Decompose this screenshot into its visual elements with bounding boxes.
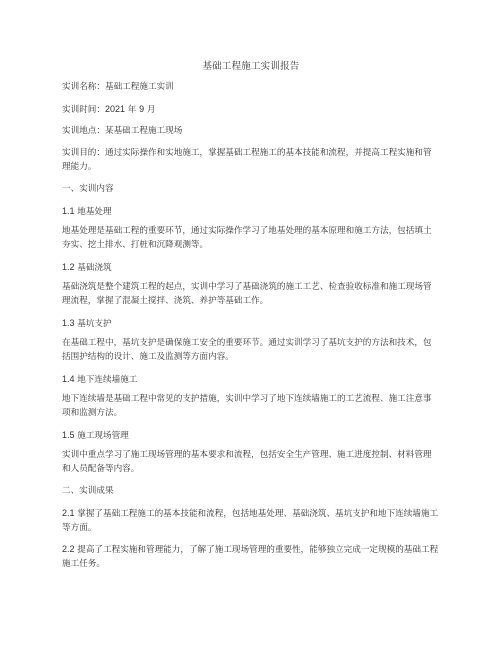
item-1-2-number: 1.2 bbox=[62, 262, 75, 272]
training-purpose: 实训目的：通过实际操作和实地施工，掌握基础工程施工的基本技能和流程，并提高工程实施和管理能力。 bbox=[62, 148, 432, 172]
item-1-5-number: 1.5 bbox=[62, 430, 75, 440]
item-1-1-number: 1.1 bbox=[62, 206, 75, 216]
item-1-1-heading bbox=[62, 204, 440, 219]
section2-heading: 二、实训成果 bbox=[62, 486, 114, 496]
outcome-2-2-number: 2.2 bbox=[62, 544, 75, 554]
item-1-4-body: 地下连续墙是基础工程中常见的支护措施，实训中学习了地下连续墙施工的工艺流程、施工注意事项和监测方法。 bbox=[62, 394, 432, 418]
outcome-2-1-number: 2.1 bbox=[62, 508, 75, 518]
training-time-line bbox=[62, 102, 440, 117]
training-year: 2021 bbox=[104, 104, 126, 114]
training-location-label: 实训地点： bbox=[62, 126, 105, 136]
document-title: 基础工程施工实训报告 bbox=[202, 61, 300, 72]
item-1-4-heading bbox=[62, 372, 440, 387]
section1-heading: 一、实训内容 bbox=[62, 184, 114, 194]
training-name-value: 基础工程施工实训 bbox=[104, 82, 174, 92]
outcome-2-1 bbox=[62, 506, 440, 535]
item-1-3-title: 基坑支护 bbox=[74, 319, 112, 329]
training-month: 9 bbox=[139, 104, 145, 114]
item-1-2-heading bbox=[62, 260, 440, 275]
training-name-label: 实训名称： bbox=[62, 82, 105, 92]
item-1-4-title: 地下连续墙施工 bbox=[74, 375, 138, 385]
item-1-3-number: 1.3 bbox=[62, 318, 75, 328]
item-1-1-body: 地基处理是基础工程的重要环节，通过实际操作学习了地基处理的基本原理和施工方法，包括填土夯实、挖土排水、打桩和沉降观测等。 bbox=[62, 226, 432, 250]
item-1-5-body: 实训中重点学习了施工现场管理的基本要求和流程，包括安全生产管理、施工进度控制、材料管理和人员配备等内容。 bbox=[62, 450, 432, 474]
item-1-2-body: 基础浇筑是整个建筑工程的起点，实训中学习了基础浇筑的施工工艺、检查验收标准和施工现场管理流程，掌握了混凝土搅拌、浇筑、养护等基础工作。 bbox=[62, 282, 432, 306]
training-name-line bbox=[62, 80, 440, 94]
outcome-2-2 bbox=[62, 542, 440, 571]
item-1-5-heading bbox=[62, 428, 440, 443]
item-1-3-body: 在基础工程中，基坑支护是确保施工安全的重要环节。通过实训学习了基坑支护的方法和技术，包括围护结构的设计、施工及监测等方面内容。 bbox=[62, 338, 432, 362]
outcome-2-1-text: 掌握了基础工程施工的基本技能和流程，包括地基处理、基础浇筑、基坑支护和地下连续墙施工等方面。 bbox=[62, 509, 439, 533]
item-1-5-title: 施工现场管理 bbox=[74, 431, 129, 441]
item-1-2-title: 基础浇筑 bbox=[74, 263, 112, 273]
item-1-1-title: 地基处理 bbox=[74, 207, 112, 217]
item-1-4-number: 1.4 bbox=[62, 374, 75, 384]
training-location-value: 某基础工程施工现场 bbox=[104, 126, 183, 136]
item-1-3-heading bbox=[62, 316, 440, 331]
training-location-line bbox=[62, 124, 440, 138]
training-year-unit: 年 bbox=[125, 105, 140, 115]
outcome-2-2-text: 提高了工程实施和管理能力，了解了施工现场管理的重要性，能够独立完成一定规模的基础工程施工任务。 bbox=[62, 545, 439, 569]
training-month-unit: 月 bbox=[144, 105, 156, 115]
training-time-label: 实训时间： bbox=[62, 105, 105, 115]
